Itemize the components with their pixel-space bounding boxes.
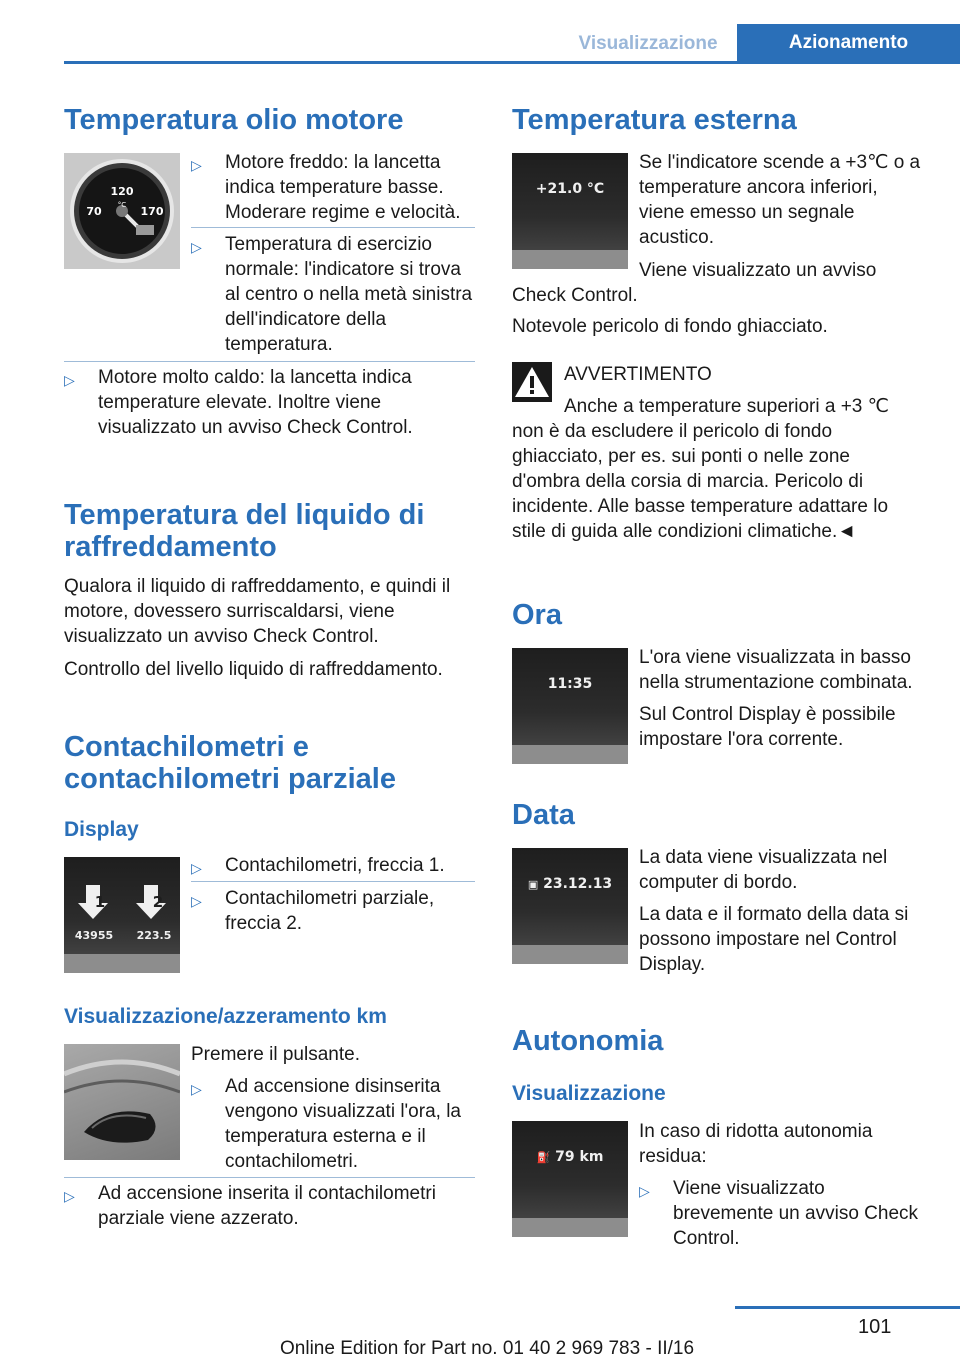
display-bezel (512, 945, 628, 964)
bullet-triangle-icon: ▷ (191, 893, 202, 909)
list-item (191, 232, 481, 357)
odometer-graphic (64, 857, 180, 973)
header-tab-azionamento[interactable]: Azionamento (737, 24, 960, 62)
divider (191, 227, 475, 228)
range-display-image (512, 1121, 628, 1237)
time-paragraph-2: Sul Control Display è possibile impostare l'ora corrente. (639, 704, 896, 750)
date-display-image (512, 848, 628, 964)
range-subheading: Visualizzazione (512, 1082, 666, 1105)
date-display-value (512, 876, 628, 892)
fuel-pump-icon: ⛽ (536, 1151, 551, 1164)
list-item (64, 1181, 480, 1231)
outside-temp-paragraph-1: Se l'indicatore scende a +3℃ o a temperature ancora inferiori, viene emesso un segnale acustico. (639, 152, 921, 248)
divider (64, 361, 475, 362)
gauge-unit-label: °C (117, 201, 127, 209)
oil-temp-title: Temperatura olio motore (64, 104, 404, 136)
oil-gauge-graphic (64, 153, 180, 269)
footer-edition: Online Edition for Part no. 01 40 2 969 783 - II/16 (280, 1338, 695, 1359)
outside-temp-display-image (512, 153, 628, 269)
odometer-title: Contachilometri e contachilometri parziale (64, 731, 396, 795)
date-paragraph-2: La data e il formato della data si possono impostare nel Control Display. (639, 904, 909, 975)
divider (191, 881, 475, 882)
list-item-text: Viene visualizzato brevemente un avviso Check Control. (673, 1178, 919, 1249)
list-item-text: Ad accensione disinserita vengono visualizzati l'ora, la temperatura esterna e il contachilometri. (225, 1076, 461, 1172)
display-bezel (512, 745, 628, 764)
reset-button-image (64, 1044, 180, 1160)
list-item-text: Contachilometri, freccia 1. (225, 855, 445, 876)
list-item (191, 886, 481, 936)
coolant-paragraph-1: Qualora il liquido di raffreddamento, e quindi il motore, dovessero surriscaldarsi, viene visualizzato un avviso Check Control. (64, 576, 451, 647)
gauge-left-label: 70 (86, 205, 102, 218)
time-display-image (512, 648, 628, 764)
bullet-triangle-icon: ▷ (191, 239, 202, 255)
bullet-triangle-icon: ▷ (64, 1188, 75, 1204)
bullet-triangle-icon: ▷ (191, 1081, 202, 1097)
bullet-triangle-icon: ▷ (639, 1183, 650, 1199)
list-item (639, 1176, 929, 1251)
outside-temp-paragraph-3: Notevole pericolo di fondo ghiacciato. (512, 316, 828, 337)
bullet-triangle-icon: ▷ (191, 860, 202, 876)
coolant-paragraph-2: Controllo del livello liquido di raffreddamento. (64, 659, 443, 680)
time-title: Ora (512, 599, 562, 631)
footer-rule (735, 1306, 960, 1309)
list-item-text: Motore molto caldo: la lancetta indica temperature elevate. Inoltre viene visualizzato un avviso Check Control. (98, 367, 413, 438)
odometer-value: 43955 (74, 929, 114, 942)
gauge-right-label: 170 (140, 205, 164, 218)
date-title: Data (512, 799, 575, 831)
range-display-value (512, 1149, 628, 1165)
warning-title: AVVERTIMENTO (564, 364, 712, 385)
arrow-1-label: 1 (94, 893, 106, 911)
list-item-text: Temperatura di esercizio normale: l'indicatore si trova al centro o nella metà sinistra dell'indicatore della temperatura. (225, 234, 473, 355)
list-item (64, 365, 480, 440)
outside-temp-title: Temperatura esterna (512, 104, 797, 136)
arrow-2-label: 2 (152, 893, 164, 911)
outside-temp-paragraph-2: Viene visualizzato un avviso Check Control. (512, 260, 877, 306)
time-paragraph-1: L'ora viene visualizzata in basso nella strumentazione combinata. (639, 647, 913, 693)
list-item (191, 853, 481, 878)
list-item-text: Ad accensione inserita il contachilometri parziale viene azzerato. (98, 1183, 436, 1229)
header-tab-visualizzazione[interactable]: Visualizzazione (578, 33, 718, 54)
bullet-triangle-icon: ▷ (64, 372, 75, 388)
range-paragraph-1: In caso di ridotta autonomia residua: (639, 1121, 873, 1167)
oil-gauge-image (64, 153, 180, 269)
calendar-icon: ▣ (527, 878, 539, 891)
coolant-title: Temperatura del liquido di raffreddamento (64, 499, 425, 563)
gauge-top-label: 120 (110, 185, 134, 198)
time-display-value: 11:35 (547, 676, 593, 692)
list-item-text: Motore freddo: la lancetta indica temperature basse. Moderare regime e velocità. (225, 152, 461, 223)
range-title: Autonomia (512, 1025, 664, 1057)
divider (64, 1177, 475, 1178)
odometer-display-image (64, 857, 180, 973)
reset-intro: Premere il pulsante. (191, 1044, 360, 1065)
date-paragraph-1: La data viene visualizzata nel computer di bordo. (639, 847, 888, 893)
display-heading: Display (64, 818, 139, 841)
list-item-text: Contachilometri parziale, freccia 2. (225, 888, 435, 934)
list-item (191, 150, 481, 225)
trip-value: 223.5 (136, 929, 172, 942)
bullet-triangle-icon: ▷ (191, 157, 202, 173)
date-value-text: 23.12.13 (543, 876, 613, 892)
reset-heading: Visualizzazione/azzeramento km (64, 1005, 387, 1028)
warning-text: Anche a temperature superiori a +3 ℃ non è da escludere il pericolo di fondo ghiacciato, per es. sui ponti o nelle zone d'ombra della corsia di marcia. Pericolo di incidente. Alle basse temperature adattare lo stile di guida alle condizioni climatiche.◄ (512, 396, 889, 542)
reset-button-graphic (64, 1044, 180, 1160)
display-bezel (512, 1218, 628, 1237)
outside-temp-display-value: +21.0 °C (535, 181, 605, 197)
page-number: 101 (858, 1316, 892, 1338)
header-rule (64, 61, 960, 64)
list-item (191, 1074, 481, 1174)
range-value-text: 79 km (555, 1149, 604, 1165)
